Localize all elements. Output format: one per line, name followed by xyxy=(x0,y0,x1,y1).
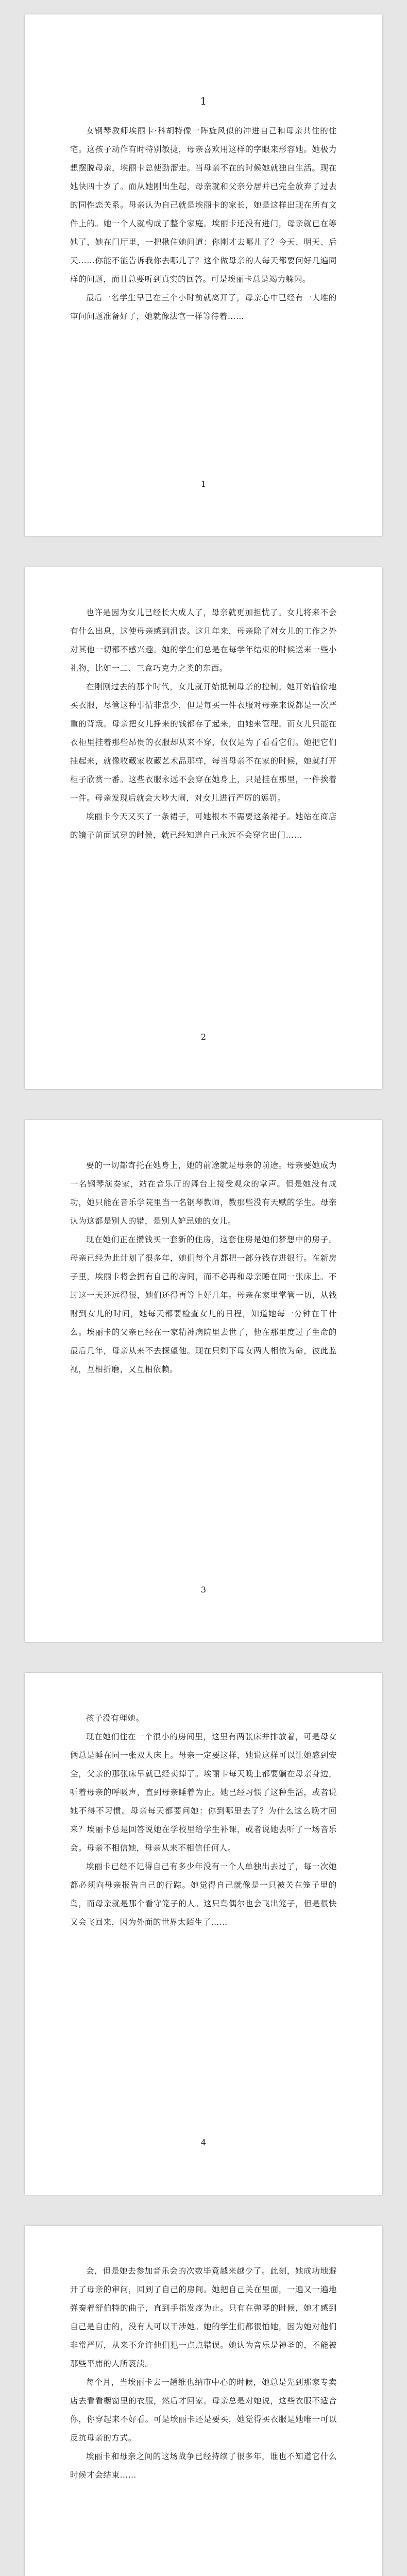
paragraph: 会，但是她去参加音乐会的次数毕竟越来越少了。此刻，她成功地避开了母亲的审问，回到了自己的房间。她把自己关在里面，一遍又一遍地弹奏着舒伯特的曲子，直到手指发疼为止。只有在弹琴的时候，她才感到自己是自由的，没有人可以干涉她。她的学生们都很怕她，因为她对他们非常严厉，从来不允许他们犯一点点错误。她认为音乐是神圣的，不能被那些平庸的人所亵渎。 xyxy=(70,2266,337,2368)
document-page-1 xyxy=(25,14,382,536)
paragraph: 女钢琴教师埃丽卡·科胡特像一阵旋风似的冲进自己和母亲共住的住宅。这孩子动作有时特别敏捷，母亲喜欢用这样的字眼来形容她。她极力想摆脱母亲，埃丽卡总使劲溜走。当母亲不在的时候她就独自生活。现在她快四十岁了。而从她刚出生起，母亲就和父亲分居并已完全放弃了过去的同性恋关系。母亲认为自己就是埃丽卡的家长，她是这样出现在所有文件上的。她一个人就构成了整个家庭。埃丽卡还没有进门，母亲就已在等她了，她在门厅里，一把揪住她问道：你刚才去哪儿了？今天、明天、后天……你能不能告诉我你去哪儿了？这个做母亲的人每天都要问好几遍同样的问题，而且总要听到真实的回答。可是埃丽卡总是竭力躲闪。 xyxy=(70,126,337,284)
paragraph: 现在她们正在攒钱买一套新的住房，这套住房是她们梦想中的房子。母亲已经为此计划了很多年，她们每个月都把一部分钱存进银行。在新房子里，埃丽卡将会拥有自己的房间，而不必再和母亲睡在同一张床上。不过这一天还远得很，她们还得再等上好几年。母亲在家里掌管一切，从钱财到女儿的时间，她每天都要检查女儿的日程，知道她每一分钟在干什么。埃丽卡的父亲已经在一家精神病院里去世了，他在那里度过了生命的最后几年，母亲从来不去探望他。现在只剩下母女两人相依为命，彼此监视，互相折磨，又互相依赖。 xyxy=(70,1235,337,1374)
paragraph: 最后一名学生早已在三个小时前就离开了，母亲心中已经有一大堆的审问问题准备好了，她就像法官一样等待着…… xyxy=(70,293,337,321)
page-number: 4 xyxy=(200,2138,207,2147)
paragraph: 也许是因为女儿已经长大成人了，母亲就更加担忧了。女儿将来不会有什么出息，这使母亲感到沮丧。这几年来，母亲除了对女儿的工作之外对其他一切都不感兴趣。她的学生们总是在每学年结束的时候送来一些小礼物，比如一二、三盒巧克力之类的东西。 xyxy=(70,608,337,673)
page-body xyxy=(70,1156,337,1379)
paragraph: 埃丽卡已经不记得自己有多少年没有一个人单独出去过了，每一次她都必须向母亲报告自己的行踪。她觉得自己就像是一只被关在笼子里的鸟，而母亲就是那个看守笼子的人。这只鸟偶尔也会飞出笼子，但是很快又会飞回来，因为外面的世界太陌生了…… xyxy=(70,1862,337,1927)
document-page-5 xyxy=(25,2226,382,2576)
page-number: 3 xyxy=(200,1585,207,1595)
page-body xyxy=(70,1709,337,1931)
paragraph: 埃丽卡和母亲之间的这场战争已经持续了很多年，谁也不知道它什么时候才会结束…… xyxy=(70,2452,337,2480)
page-body xyxy=(70,92,337,326)
page-body xyxy=(70,603,337,844)
chapter-number: 1 xyxy=(200,95,207,107)
page-number: 1 xyxy=(200,479,207,489)
paragraph: 要的一切都寄托在她身上，她的前途就是母亲的前途。母亲要她成为一名钢琴演奏家，站在音乐厅的舞台上接受观众的掌声。但是她没有成功，她只能在音乐学院里当一名钢琴教师，教那些没有天赋的学生。母亲认为这都是别人的错，是别人妒忌她的女儿。 xyxy=(70,1161,337,1226)
document-page-3 xyxy=(25,1120,382,1642)
paragraph: 现在她们住在一个很小的房间里，这里有两张床并排放着，可是母女俩总是睡在同一张双人床上。母亲一定要这样，她说这样可以让她感到安全，父亲的那张床早就已经卖掉了。埃丽卡每天晚上都要躺在母亲身边，听着母亲的呼吸声，直到母亲睡着为止。她已经习惯了这种生活，或者说她不得不习惯。母亲每天都要问她：你到哪里去了？为什么这么晚才回来？埃丽卡总是回答说她在学校里给学生补课，或者说她去听了一场音乐会。母亲不相信她，母亲从来不相信任何人。 xyxy=(70,1732,337,1853)
page-body xyxy=(70,2262,337,2484)
paragraph: 每个月，当埃丽卡去一趟维也纳市中心的时候，她总是先到那家专卖店去看看橱窗里的衣服，然后才回家。母亲总是对她说，这些衣服不适合你，你穿起来不好看。可是埃丽卡还是要买，她觉得买衣服是她唯一可以反抗母亲的方式。 xyxy=(70,2378,337,2443)
document-page-4 xyxy=(25,1673,382,2195)
paragraph: 埃丽卡今天又买了一条裙子，可她根本不需要这条裙子。她站在商店的镜子前面试穿的时候，就已经知道自己永远不会穿它出门…… xyxy=(70,812,337,840)
page-number: 2 xyxy=(200,1032,207,1042)
document-page-2 xyxy=(25,567,382,1089)
paragraph: 在刚刚过去的那个时代，女儿就开始抵制母亲的控制。她开始偷偷地买衣服，尽管这种事情非常少，但是每买一件衣服对母亲来说都是一次严重的背叛。母亲把女儿挣来的钱都存了起来，由她来管理。而女儿只能在衣柜里挂着那些昂贵的衣服却从来不穿，仅仅是为了看看它们。她把它们挂起来，就像收藏家收藏艺术品那样，每当母亲不在家的时候，她就打开柜子欣赏一番。这些衣服永远不会穿在她身上，只是挂在那里，一件挨着一件。母亲发现后就会大吵大闹，对女儿进行严厉的惩罚。 xyxy=(70,682,337,803)
paragraph: 孩子没有理她。 xyxy=(86,1714,144,1723)
